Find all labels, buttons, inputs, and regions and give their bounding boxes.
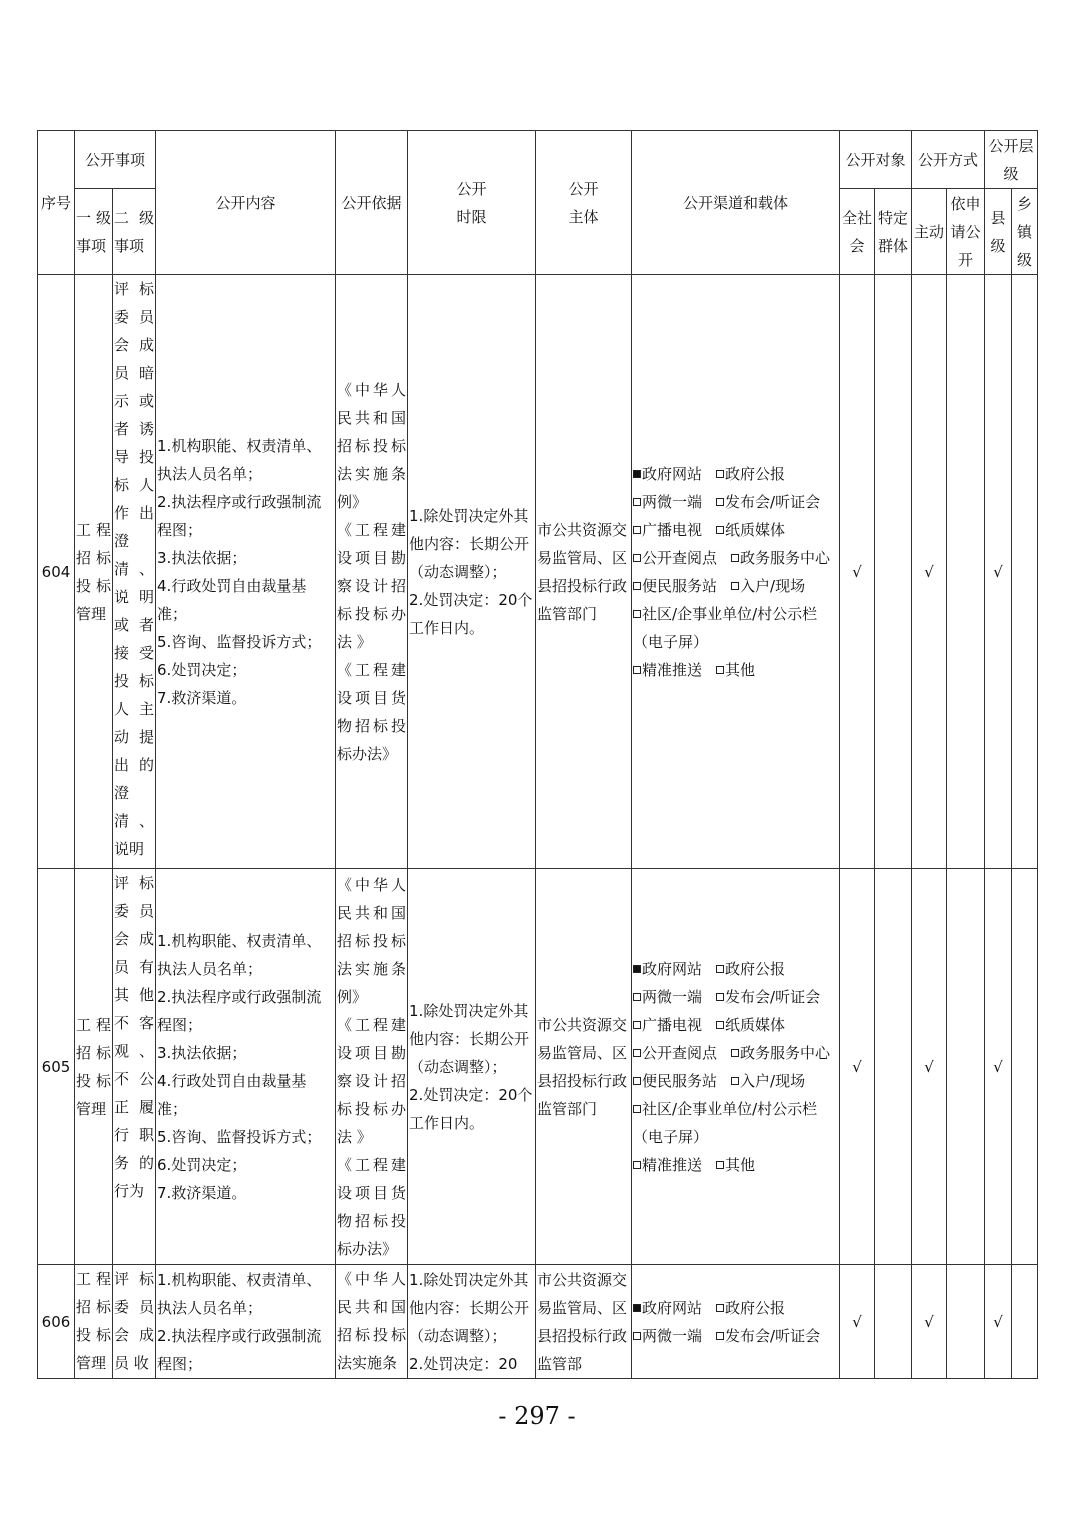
row-county-mark: √ <box>985 869 1012 1265</box>
checkbox-icon <box>633 1021 641 1029</box>
row-specific-mark <box>875 275 912 869</box>
header-object: 公开对象 <box>840 131 912 189</box>
row-channels <box>632 1265 840 1379</box>
checkbox-icon <box>633 1077 641 1085</box>
table-row <box>38 275 1038 869</box>
header-seq: 序号 <box>38 131 75 275</box>
row-all-mark: √ <box>840 1265 875 1379</box>
row-period: 1.除处罚决定外其他内容：长期公开（动态调整）； 2.处罚决定：20个工作日内。 <box>408 275 536 869</box>
row-request-mark <box>947 869 985 1265</box>
checkbox-icon <box>633 993 641 1001</box>
channel-label: 精准推送 <box>642 1155 703 1174</box>
row-active-mark: √ <box>912 275 947 869</box>
checkbox-icon <box>731 1077 739 1085</box>
channel-label: 其他 <box>725 1155 756 1174</box>
row-seq: 606 <box>38 1265 75 1379</box>
channel-label: 公开查阅点 <box>642 1043 718 1062</box>
table-header <box>38 131 1038 275</box>
channel-label: 政府公报 <box>725 1298 786 1317</box>
channel-label: 发布会/听证会 <box>725 1326 821 1345</box>
channel-label: 两微一端 <box>642 987 703 1006</box>
checkbox-icon <box>716 1021 724 1029</box>
row-level2: 评 标委 员会 成员 暗示 或者 诱导 投标 人作 出澄 清、说 明或 者接 受投 标人 主动 提出 的澄 清、说明 <box>113 275 156 869</box>
checkbox-icon <box>731 582 739 590</box>
header-period: 公开 时限 <box>408 131 536 275</box>
header-method-active: 主动 <box>912 189 947 275</box>
row-county-mark: √ <box>985 275 1012 869</box>
row-level1: 工程招标投标管理 <box>75 1265 113 1379</box>
row-channels <box>632 869 840 1265</box>
channel-label: 政府网站 <box>642 1298 703 1317</box>
channel-line <box>633 1151 838 1179</box>
checked-box-icon <box>633 965 641 973</box>
channel-label: 政务服务中心 <box>740 1043 831 1062</box>
checkbox-icon <box>716 526 724 534</box>
checkbox-icon <box>633 554 641 562</box>
row-request-mark <box>947 275 985 869</box>
channel-label: 社区/企事业单位/村公示栏（电子屏） <box>633 1099 818 1146</box>
channel-label: 两微一端 <box>642 1326 703 1345</box>
channel-line <box>633 983 838 1011</box>
header-channel: 公开渠道和载体 <box>632 131 840 275</box>
header-matter: 公开事项 <box>75 131 156 189</box>
header-basis: 公开依据 <box>336 131 408 275</box>
row-level1: 工程招标投标管理 <box>75 275 113 869</box>
channel-label: 入户/现场 <box>740 1071 806 1090</box>
channel-line <box>633 544 838 572</box>
row-active-mark: √ <box>912 1265 947 1379</box>
channel-label: 两微一端 <box>642 492 703 511</box>
row-level2: 评 标委 员会 成员 收 <box>113 1265 156 1379</box>
row-active-mark: √ <box>912 869 947 1265</box>
channel-line <box>633 1095 838 1151</box>
row-town-mark <box>1012 1265 1038 1379</box>
row-all-mark: √ <box>840 275 875 869</box>
checkbox-icon <box>633 1161 641 1169</box>
channel-label: 便民服务站 <box>642 576 718 595</box>
checkbox-icon <box>633 1332 641 1340</box>
checked-box-icon <box>633 470 641 478</box>
page-number: - 297 - <box>498 1402 576 1430</box>
row-content: 1.机构职能、权责清单、执法人员名单； 2.执法程序或行政强制流程图； 3.执法依据； 4.行政处罚自由裁量基准； 5.咨询、监督投诉方式； 6.处罚决定； 7.救济渠道。 <box>156 275 336 869</box>
row-basis: 《中华人民共和国招标投标法实施条例》 《工程建设项目勘察设计招标投标办法 》 《工程建设项目货物招标投标办法》 <box>336 275 408 869</box>
row-period: 1.除处罚决定外其他内容：长期公开（动态调整）； 2.处罚决定：20个工作日内。 <box>408 869 536 1265</box>
channel-line <box>633 1039 838 1067</box>
header-method-request: 依申请公开 <box>947 189 985 275</box>
channel-line <box>633 572 838 600</box>
header-subject: 公开 主体 <box>536 131 632 275</box>
row-county-mark: √ <box>985 1265 1012 1379</box>
header-object-all: 全社会 <box>840 189 875 275</box>
checkbox-icon <box>716 1161 724 1169</box>
header-level-county: 县级 <box>985 189 1012 275</box>
header-level1: 一级事项 <box>75 189 113 275</box>
channel-label: 纸质媒体 <box>725 520 786 539</box>
table-row <box>38 869 1038 1265</box>
row-seq: 605 <box>38 869 75 1265</box>
channel-label: 政府网站 <box>642 959 703 978</box>
table-row <box>38 1265 1038 1379</box>
checkbox-icon <box>716 498 724 506</box>
header-object-specific: 特定群体 <box>875 189 912 275</box>
channel-line <box>633 955 838 983</box>
checkbox-icon <box>716 1304 724 1312</box>
row-subject: 市公共资源交易监管局、区县招投标行政监管部 <box>536 1265 632 1379</box>
row-subject: 市公共资源交易监管局、区县招投标行政监管部门 <box>536 275 632 869</box>
checkbox-icon <box>731 554 739 562</box>
header-level2: 二级事项 <box>113 189 156 275</box>
row-subject: 市公共资源交易监管局、区县招投标行政监管部门 <box>536 869 632 1265</box>
channel-label: 政府公报 <box>725 464 786 483</box>
channel-label: 广播电视 <box>642 520 703 539</box>
header-method: 公开方式 <box>912 131 985 189</box>
row-request-mark <box>947 1265 985 1379</box>
checkbox-icon <box>633 498 641 506</box>
row-content: 1.机构职能、权责清单、执法人员名单； 2.执法程序或行政强制流程图； 3.执法依据； 4.行政处罚自由裁量基准； 5.咨询、监督投诉方式； 6.处罚决定； 7.救济渠道。 <box>156 869 336 1265</box>
row-all-mark: √ <box>840 869 875 1265</box>
channel-line <box>633 1067 838 1095</box>
row-town-mark <box>1012 275 1038 869</box>
row-seq: 604 <box>38 275 75 869</box>
channel-line <box>633 516 838 544</box>
checkbox-icon <box>633 582 641 590</box>
table-body <box>38 275 1038 1379</box>
channel-label: 政务服务中心 <box>740 548 831 567</box>
row-level1: 工程招标投标管理 <box>75 869 113 1265</box>
channel-label: 纸质媒体 <box>725 1015 786 1034</box>
channel-label: 精准推送 <box>642 660 703 679</box>
row-specific-mark <box>875 869 912 1265</box>
checkbox-icon <box>716 965 724 973</box>
checkbox-icon <box>633 666 641 674</box>
row-period: 1.除处罚决定外其他内容：长期公开（动态调整）； 2.处罚决定：20 <box>408 1265 536 1379</box>
row-specific-mark <box>875 1265 912 1379</box>
checkbox-icon <box>731 1049 739 1057</box>
checkbox-icon <box>716 993 724 1001</box>
checkbox-icon <box>716 1332 724 1340</box>
channel-label: 入户/现场 <box>740 576 806 595</box>
channel-line <box>633 460 838 488</box>
header-level-town: 乡镇级 <box>1012 189 1038 275</box>
channel-label: 政府公报 <box>725 959 786 978</box>
row-basis: 《中华人民共和国招标投标法实施条例》 《工程建设项目勘察设计招标投标办法 》 《工程建设项目货物招标投标办法》 <box>336 869 408 1265</box>
checkbox-icon <box>633 1105 641 1113</box>
header-level: 公开层级 <box>985 131 1038 189</box>
channel-line <box>633 1011 838 1039</box>
row-channels <box>632 275 840 869</box>
checkbox-icon <box>716 666 724 674</box>
checkbox-icon <box>633 1049 641 1057</box>
row-level2: 评 标委 员会 成员 有其 他不 客观 、不 公正 履行 职务 的行为 <box>113 869 156 1265</box>
channel-line <box>633 656 838 684</box>
channel-label: 发布会/听证会 <box>725 492 821 511</box>
channel-label: 发布会/听证会 <box>725 987 821 1006</box>
row-content: 1.机构职能、权责清单、执法人员名单； 2.执法程序或行政强制流程图； <box>156 1265 336 1379</box>
checkbox-icon <box>633 610 641 618</box>
channel-label: 广播电视 <box>642 1015 703 1034</box>
channel-line <box>633 488 838 516</box>
channel-label: 政府网站 <box>642 464 703 483</box>
disclosure-table <box>37 130 1038 1379</box>
checked-box-icon <box>633 1304 641 1312</box>
channel-label: 社区/企事业单位/村公示栏（电子屏） <box>633 604 818 651</box>
header-content: 公开内容 <box>156 131 336 275</box>
channel-label: 便民服务站 <box>642 1071 718 1090</box>
channel-line <box>633 1322 838 1350</box>
checkbox-icon <box>633 526 641 534</box>
row-basis: 《中华人民共和国招标投标法实施条 <box>336 1265 408 1379</box>
channel-label: 其他 <box>725 660 756 679</box>
channel-line <box>633 600 838 656</box>
checkbox-icon <box>716 470 724 478</box>
channel-label: 公开查阅点 <box>642 548 718 567</box>
row-town-mark <box>1012 869 1038 1265</box>
channel-line <box>633 1294 838 1322</box>
